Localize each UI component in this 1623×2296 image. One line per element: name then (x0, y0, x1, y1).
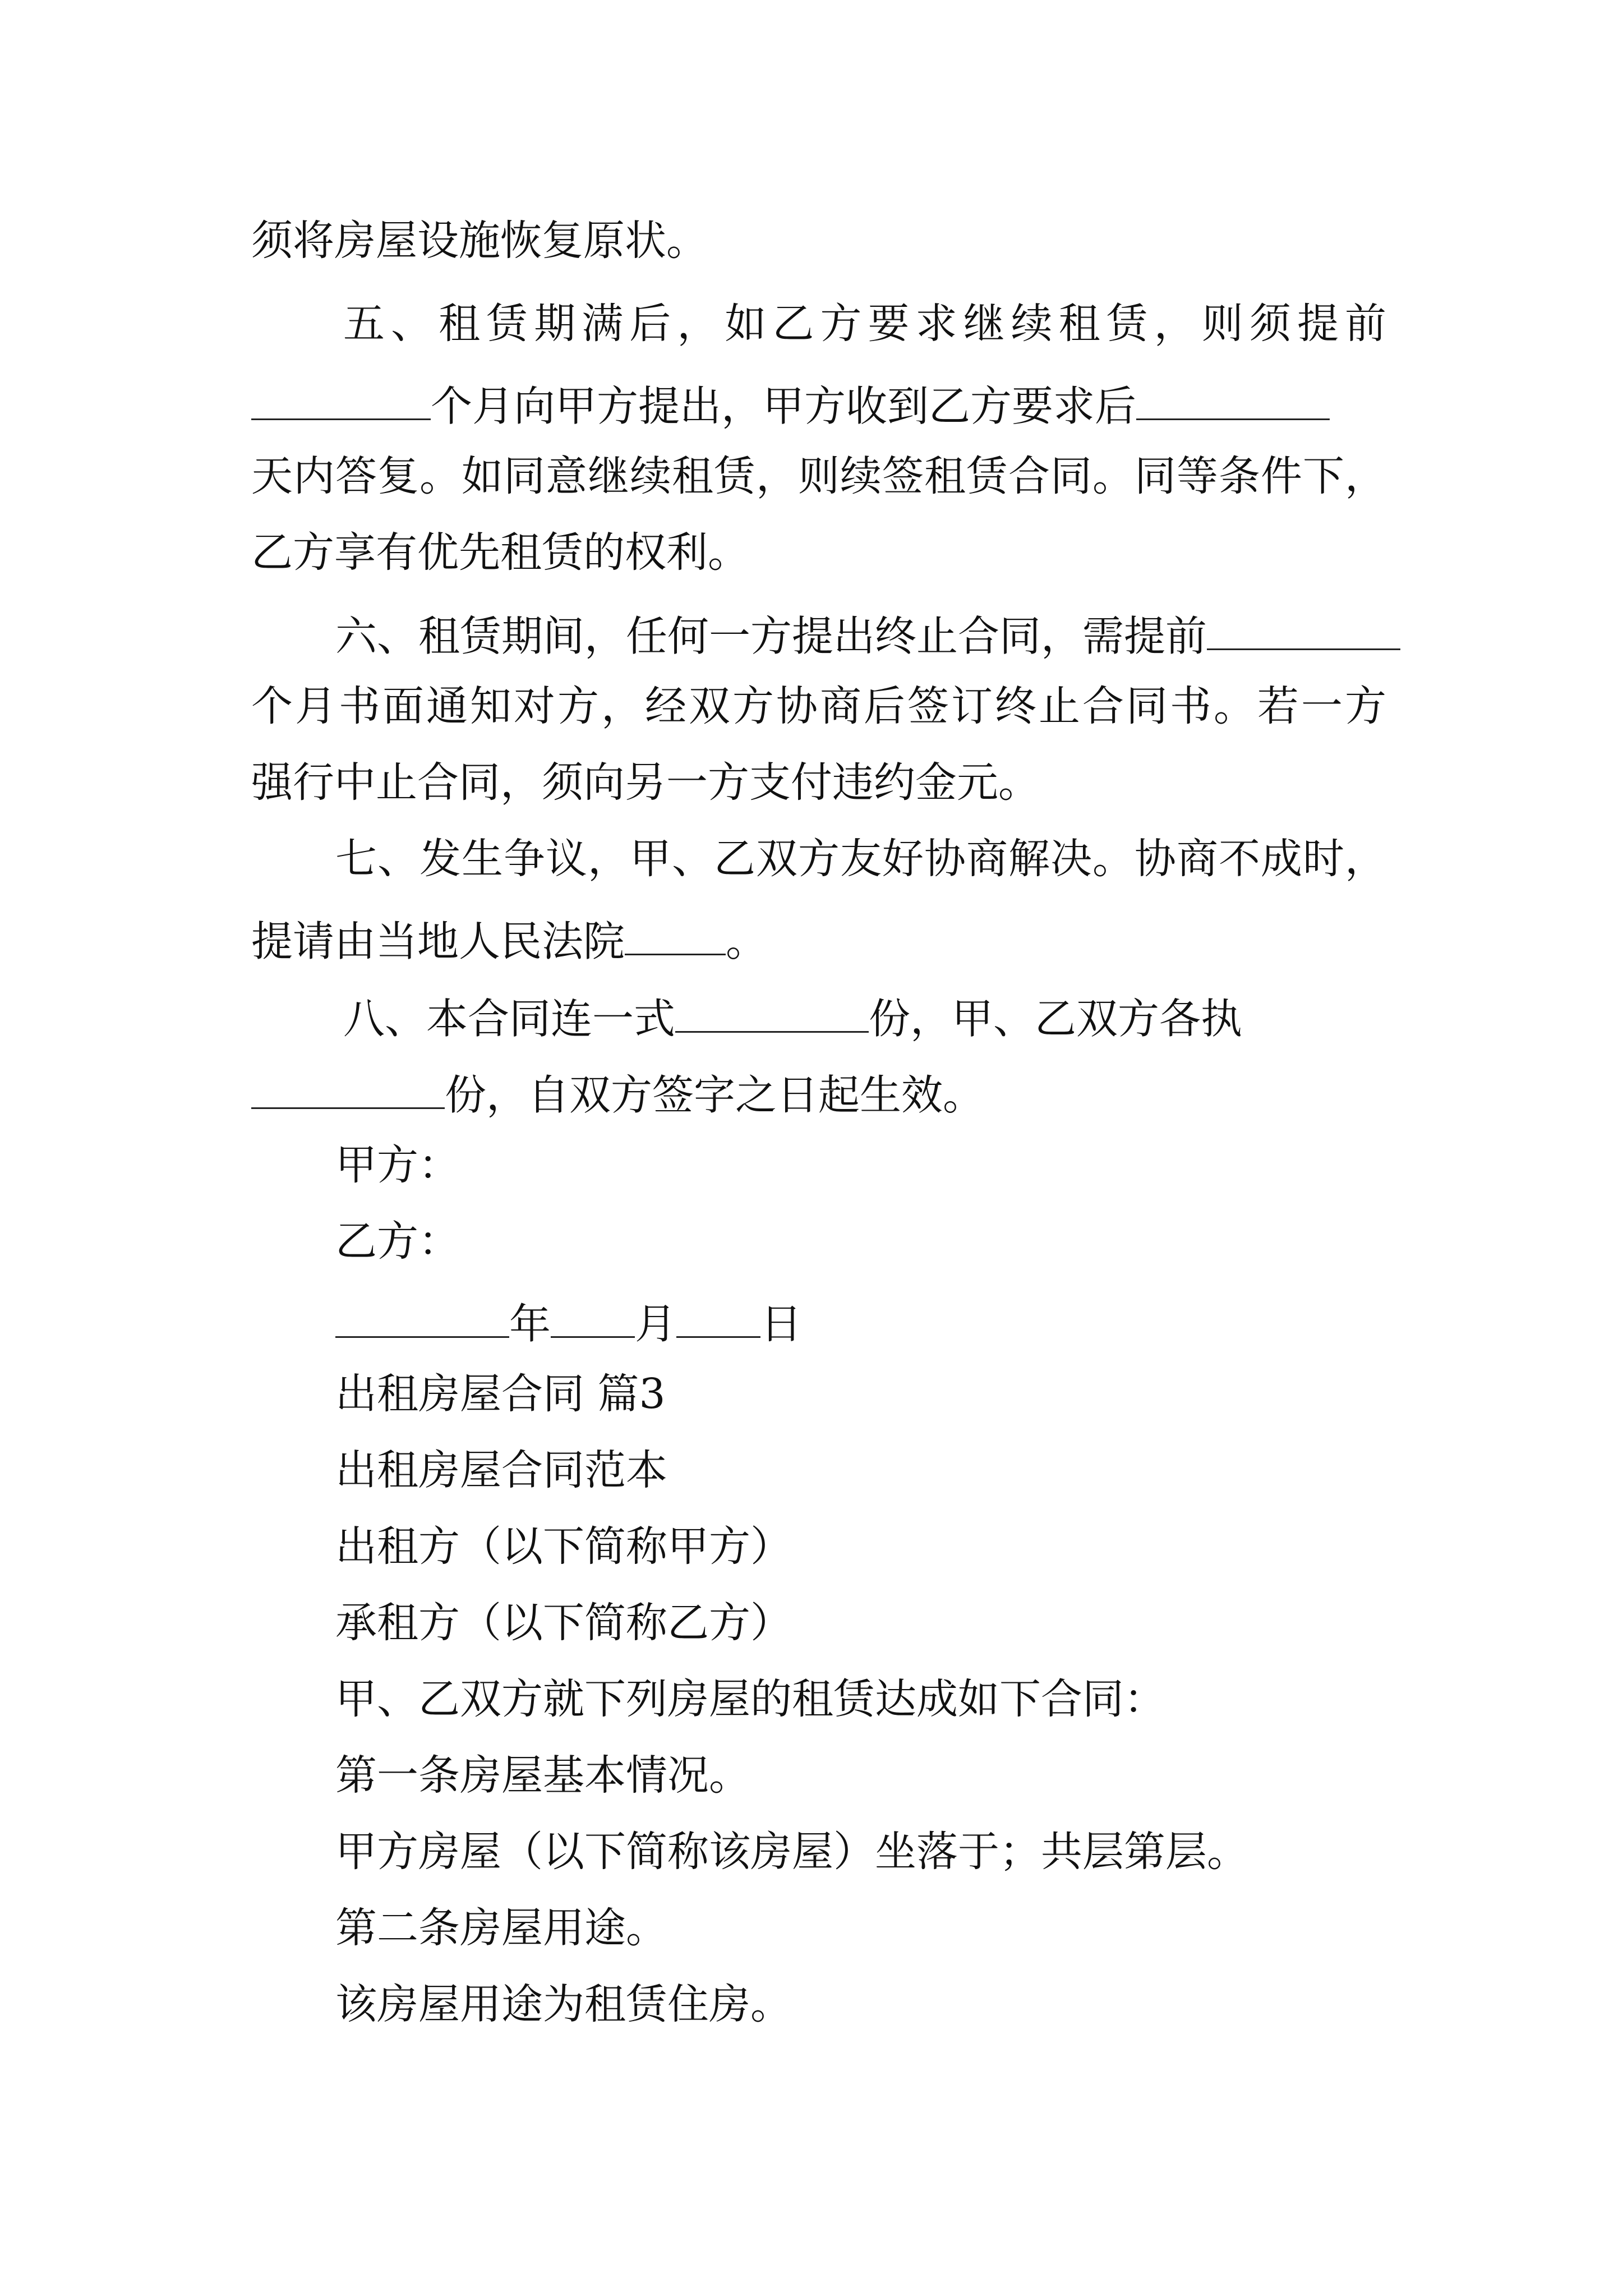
line-text: 七、发生争议，甲、乙双方友好协商解决。协商不成时， (335, 835, 1386, 883)
line-text: 份，自双方签字之日起生效。 (445, 1071, 984, 1120)
line-text: 甲方房屋（以下简称该房屋）坐落于；共层第层。 (335, 1828, 1248, 1876)
fill-blank (675, 992, 869, 1033)
date-month-blank (551, 1297, 635, 1338)
lessor-line (335, 1522, 792, 1571)
date-year-label: 年 (509, 1300, 551, 1349)
line-text: 第一条房屋基本情况。 (335, 1751, 750, 1800)
line-text: 出租房屋合同 篇3 (335, 1370, 666, 1418)
line-text: 承租方（以下简称乙方） (335, 1599, 792, 1647)
line-text: 提请由当地人民法院 (251, 917, 625, 966)
date-day-blank (676, 1297, 760, 1338)
line-text: 甲方： (335, 1141, 460, 1189)
clause-seven-line (335, 835, 1386, 883)
line-text: 出租房屋合同范本 (335, 1446, 667, 1494)
line-text: 个月书面通知对方，经双方协商后签订终止合同书。若一方 (251, 682, 1386, 730)
date-month-label: 月 (635, 1300, 676, 1349)
line-text: 第二条房屋用途。 (335, 1904, 667, 1952)
line-text: 八、本合同连一式 (343, 995, 675, 1043)
date-year-blank (335, 1297, 509, 1338)
line-text: 出租方（以下简称甲方） (335, 1522, 792, 1571)
line-text: 须将房屋设施恢复原状。 (251, 217, 708, 265)
clause-six-line (335, 609, 1400, 661)
signature-party-b (335, 1217, 460, 1266)
signature-date (335, 1297, 802, 1349)
clause-six-line (251, 758, 1040, 807)
clause-eight-line (251, 1068, 984, 1120)
line-text: 五、租赁期满后，如乙方要求继续租赁，则须提前 (343, 300, 1386, 348)
article-body-line (335, 1828, 1248, 1876)
date-day-label: 日 (760, 1300, 802, 1349)
fill-blank (251, 379, 431, 420)
section-heading (335, 1370, 666, 1418)
line-text: 天内答复。如同意继续租赁，则续签租赁合同。同等条件下， (251, 452, 1386, 500)
line-text: 强行中止合同，须向另一方支付违约金元。 (251, 758, 1040, 807)
fill-blank (625, 914, 726, 955)
line-text: 。 (726, 917, 767, 966)
fill-blank (1207, 609, 1400, 650)
article-body-line (335, 1980, 792, 2028)
line-text: 六、租赁期间，任何一方提出终止合同，需提前 (335, 612, 1207, 661)
line-text: 个月向甲方提出，甲方收到乙方要求后 (431, 382, 1136, 431)
clause-eight-line (343, 992, 1242, 1043)
clause-six-line (251, 682, 1386, 730)
article-heading (335, 1751, 750, 1800)
line-text: 份，甲、乙双方各执 (869, 995, 1242, 1043)
line-text: 乙方： (335, 1217, 460, 1266)
fill-blank (1136, 379, 1330, 420)
document-title (335, 1446, 667, 1494)
lessee-line (335, 1599, 792, 1647)
fill-blank (251, 1068, 445, 1109)
article-heading (335, 1904, 667, 1952)
clause-five-line (343, 300, 1386, 348)
line-text: 乙方享有优先租赁的权利。 (251, 528, 749, 577)
line-text: 该房屋用途为租赁住房。 (335, 1980, 792, 2028)
line-text: 甲、乙双方就下列房屋的租赁达成如下合同： (335, 1675, 1165, 1723)
paragraph-line (251, 217, 708, 265)
signature-party-a (335, 1141, 460, 1189)
clause-five-line (251, 379, 1330, 431)
clause-five-line (251, 528, 749, 577)
clause-five-line (251, 452, 1386, 500)
preamble-line (335, 1675, 1165, 1723)
clause-seven-line (251, 914, 767, 966)
